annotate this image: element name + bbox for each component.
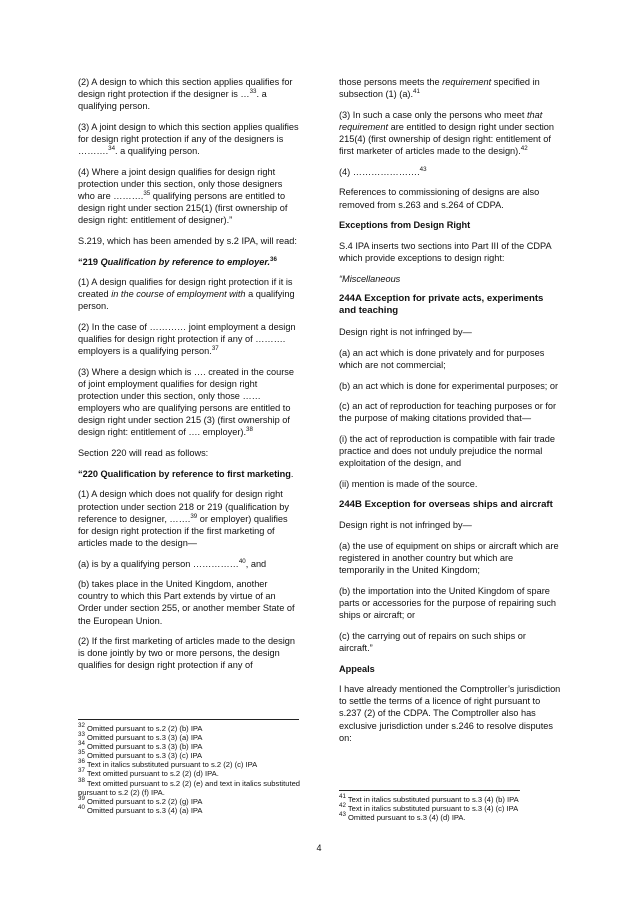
paragraph: (4) ………………….$^{43}$ — [339, 165, 427, 177]
paragraph: S.4 IPA inserts two sections into Part III of the CDPA which provide exceptions to design right: — [339, 240, 552, 263]
paragraph: (2) If the first marketing of articles made to the design is done jointly by two or more persons, the design qualifies for design right protection if any of — [78, 636, 296, 671]
paragraph: Design right is not infringed by— — [339, 327, 472, 338]
footnote: $^{41}$ Text in italics substituted pursuant to s.3 (4) (b) IPA — [339, 793, 519, 804]
paragraph: (3) Where a design which is …. created in the course of joint employment qualifies for design right protection under this section, only those …… employers who are qualifying persons are entitled to design right under section 215 (3) (first ownership of design right: entitlement of …. employer).$^{38}$ — [78, 366, 295, 438]
footnote-ref: 36 — [78, 758, 85, 766]
footnote: $^{33}$ Omitted pursuant to s.3 (3) (a) IPA — [78, 731, 203, 743]
footnote-ref: 36 — [270, 255, 277, 263]
paragraph: (3) A joint design to which this section applies qualifies for design right protection if any of the designers is ……….$^{34}$. a qualifying person. — [78, 121, 299, 157]
section-heading-244b: 244B Exception for overseas ships and aircraft — [339, 498, 553, 510]
paragraph: (ii) mention is made of the source. — [339, 478, 478, 489]
footnote: $^{40}$ Omitted pursuant to s.3 (4) (a) IPA — [78, 803, 203, 815]
paragraph: (a) is by a qualifying person ……………$^{40}$, and — [78, 557, 267, 569]
paragraph: (b) takes place in the United Kingdom, another country to which this Part extends by virtue of an Order under section 255, or another member State of the European Union. — [78, 579, 295, 626]
left-column — [78, 76, 300, 680]
footnote-ref: 34 — [78, 740, 85, 748]
paragraph: “Miscellaneous — [339, 273, 401, 284]
section-heading-244a: 244A Exception for private acts, experiments and teaching — [339, 293, 544, 317]
footnote-ref: 33 — [249, 88, 257, 96]
footnote: $^{32}$ Omitted pursuant to s.2 (2) (b) IPA — [78, 722, 203, 733]
footnote-ref: 35 — [143, 189, 151, 197]
footnote-ref: 43 — [419, 165, 427, 173]
section-heading: Exceptions from Design Right — [339, 220, 471, 231]
right-column — [339, 76, 561, 752]
paragraph: (c) an act of reproduction for teaching purposes or for the purpose of making citations provided that— — [339, 401, 557, 424]
footnote: $^{37}$ Text omitted pursuant to s.2 (2) (d) IPA. — [78, 767, 219, 779]
footnote-ref: 38 — [78, 776, 85, 784]
paragraph: (4) Where a joint design qualifies for design right protection under this section, only those designers who are ……….$^{35}$ qualifying persons are entitled to design right under section 215(1) (first ownership of design right: entitlement of designer).” — [78, 166, 288, 226]
paragraph: (b) the importation into the United Kingdom of spare parts or accessories for the purpose of repairing such ships or aircraft; or — [339, 585, 557, 621]
page-number: 4 — [316, 843, 322, 853]
footnote-ref: 38 — [246, 426, 253, 434]
footnote-ref: 39 — [190, 512, 198, 520]
footnote: $^{39}$ Omitted pursuant to s.2 (2) (g) IPA — [78, 794, 203, 806]
footnote-ref: 40 — [238, 557, 246, 565]
section-heading-appeals: Appeals — [339, 663, 375, 674]
paragraph: (i) the act of reproduction is compatible with fair trade practice and does not unduly prejudice the normal exploitation of the design, and — [339, 434, 556, 469]
footnote: $^{42}$ Text in italics substituted pursuant to s.3 (4) (c) IPA — [339, 802, 519, 814]
footnote-ref: 33 — [78, 731, 85, 739]
footnote-ref: 37 — [211, 345, 219, 353]
paragraph: (a) an act which is done privately and for purposes which are not commercial; — [339, 347, 545, 370]
footnote-separator — [78, 719, 299, 720]
footnote-ref: 34 — [108, 145, 116, 153]
footnote-ref: 40 — [78, 803, 85, 811]
footnotes-left — [78, 724, 308, 815]
paragraph: I have already mentioned the Comptroller’s jurisdiction to settle the terms of a licence of right pursuant to s.237 (2) of the CDPA. The Comptroller also has exclusive jurisdiction under s.246 to resolve disputes on: — [339, 684, 561, 743]
paragraph: (b) an act which is done for experimental purposes; or — [339, 380, 559, 391]
footnote-ref: 42 — [339, 802, 346, 810]
footnote: $^{43}$ Omitted pursuant to s.3 (4) (d) IPA. — [339, 811, 466, 823]
paragraph: References to commissioning of designs are also removed from s.263 and s.264 of CDPA. — [339, 187, 540, 210]
paragraph: Section 220 will read as follows: — [78, 448, 209, 459]
section-heading-219: “219 Qualification by reference to employer.$^{36}$ — [78, 255, 277, 267]
paragraph: those persons meets the requirement specified in subsection (1) (a).$^{41}$ — [339, 77, 540, 100]
footnote: $^{35}$ Omitted pursuant to s.3 (3) (c) IPA — [78, 749, 203, 761]
paragraph: (3) In such a case only the persons who meet that requirement are entitled to design right under section 215(4) (first ownership of design right: entitlement of first marketer of articles made to the design).$^{42}$ — [339, 109, 555, 157]
footnote: $^{36}$ Text in italics substituted pursuant to s.2 (2) (c) IPA — [78, 758, 258, 770]
footnote: $^{38}$ Text omitted pursuant to s.2 (2) (e) and text in italics substituted pursuant to s.2 (2) (f) IPA. — [78, 776, 301, 797]
paragraph: (a) the use of equipment on ships or aircraft which are registered in another country but which are temporarily in the United Kingdom; — [339, 541, 559, 576]
paragraph: Design right is not infringed by— — [339, 520, 472, 531]
footnote-ref: 37 — [78, 767, 85, 775]
paragraph: (1) A design which does not qualify for design right protection under section 218 or 219 (qualification by reference to designer, …….$^{39}$ or employer) qualifies for design right protection if the first marketing of articles made to the design— — [78, 489, 289, 548]
paragraph: (1) A design qualifies for design right protection if it is created in the course of employment with a qualifying person. — [78, 277, 295, 312]
footnote-ref: 43 — [339, 811, 346, 819]
footnote-ref: 39 — [78, 794, 85, 802]
section-heading-220: “220 Qualification by reference to first marketing. — [78, 468, 294, 479]
footnotes-right — [339, 795, 564, 822]
footnote-ref: 41 — [413, 88, 420, 96]
footnote-ref: 32 — [78, 722, 85, 729]
paragraph: S.219, which has been amended by s.2 IPA, will read: — [78, 235, 297, 246]
paragraph: (2) A design to which this section applies qualifies for design right protection if the designer is …$^{33}$. a qualifying person. — [78, 77, 293, 112]
footnote-ref: 35 — [78, 749, 85, 757]
paragraph: (2) In the case of ………… joint employment a design qualifies for design right protection if any of ………. employers is a qualifying person.$^{37}$ — [78, 322, 296, 357]
footnote: $^{34}$ Omitted pursuant to s.3 (3) (b) IPA — [78, 740, 203, 752]
footnote-ref: 41 — [339, 793, 346, 800]
footnote-ref: 42 — [520, 145, 528, 153]
paragraph: (c) the carrying out of repairs on such ships or aircraft.” — [339, 630, 526, 653]
footnote-separator — [339, 790, 520, 791]
